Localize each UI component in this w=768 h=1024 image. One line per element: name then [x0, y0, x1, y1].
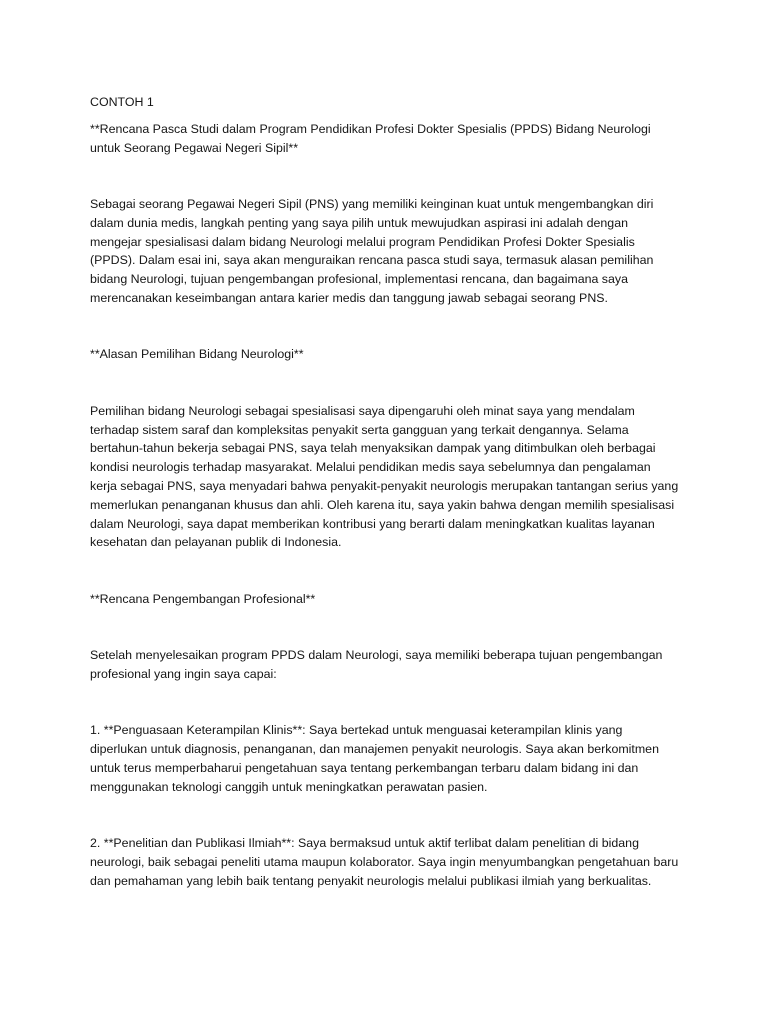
intro-paragraph: Sebagai seorang Pegawai Negeri Sipil (PNS) yang memiliki keinginan kuat untuk mengembangkan diri dalam dunia medis, langkah penting yang saya pilih untuk mewujudkan aspirasi ini adalah dengan mengejar spesialisasi dalam bidang Neurologi melalui program Pendidikan Profesi Dokter Spesialis (PPDS). Dalam esai ini, saya akan menguraikan rencana pasca studi saya, termasuk alasan pemilihan bidang Neurologi, tujuan pengembangan profesional, implementasi rencana, dan bagaimana saya merencanakan keseimbangan antara karier medis dan tanggung jawab sebagai seorang PNS. [90, 196, 654, 305]
document-title: **Rencana Pasca Studi dalam Program Pendidikan Profesi Dokter Spesialis (PPDS) Bidang Neurologi untuk Seorang Pegawai Negeri Sipil** [90, 121, 651, 155]
document-body [90, 93, 680, 890]
section-heading-alasan: **Alasan Pemilihan Bidang Neurologi** [90, 347, 304, 362]
list-item: 1. **Penguasaan Keterampilan Klinis**: Saya bertekad untuk menguasai keterampilan klinis yang diperlukan untuk diagnosis, penanganan, dan manajemen penyakit neurologis. Saya akan berkomitmen untuk terus memperbaharui pengetahuan saya tentang perkembangan terbaru dalam bidang ini dan menggunakan teknologi canggih untuk meningkatkan perawatan pasien. [90, 723, 659, 794]
document-label: CONTOH 1 [90, 95, 154, 109]
list-item: 2. **Penelitian dan Publikasi Ilmiah**: Saya bermaksud untuk aktif terlibat dalam penelitian di bidang neurologi, baik sebagai peneliti utama maupun kolaborator. Saya ingin menyumbangkan pengetahuan baru dan pemahaman yang lebih baik tentang penyakit neurologis melalui publikasi ilmiah yang berkualitas. [90, 836, 679, 888]
section-paragraph-alasan: Pemilihan bidang Neurologi sebagai spesialisasi saya dipengaruhi oleh minat saya yang mendalam terhadap sistem saraf dan kompleksitas penyakit serta gangguan yang terkait dengannya. Selama bertahun-tahun bekerja sebagai PNS, saya telah menyaksikan dampak yang ditimbulkan oleh berbagai kondisi neurologis terhadap masyarakat. Melalui pendidikan medis saya sebelumnya dan pengalaman kerja sebagai PNS, saya menyadari bahwa penyakit-penyakit neurologis merupakan tantangan serius yang memerlukan penanganan khusus dan ahli. Oleh karena itu, saya yakin bahwa dengan memilih spesialisasi dalam Neurologi, saya dapat memberikan kontribusi yang berarti dalam meningkatkan kualitas layanan kesehatan dan pelayanan publik di Indonesia. [90, 403, 679, 550]
section-intro-rencana: Setelah menyelesaikan program PPDS dalam Neurologi, saya memiliki beberapa tujuan pengembangan profesional yang ingin saya capai: [90, 648, 663, 681]
section-heading-rencana: **Rencana Pengembangan Profesional** [90, 591, 316, 606]
